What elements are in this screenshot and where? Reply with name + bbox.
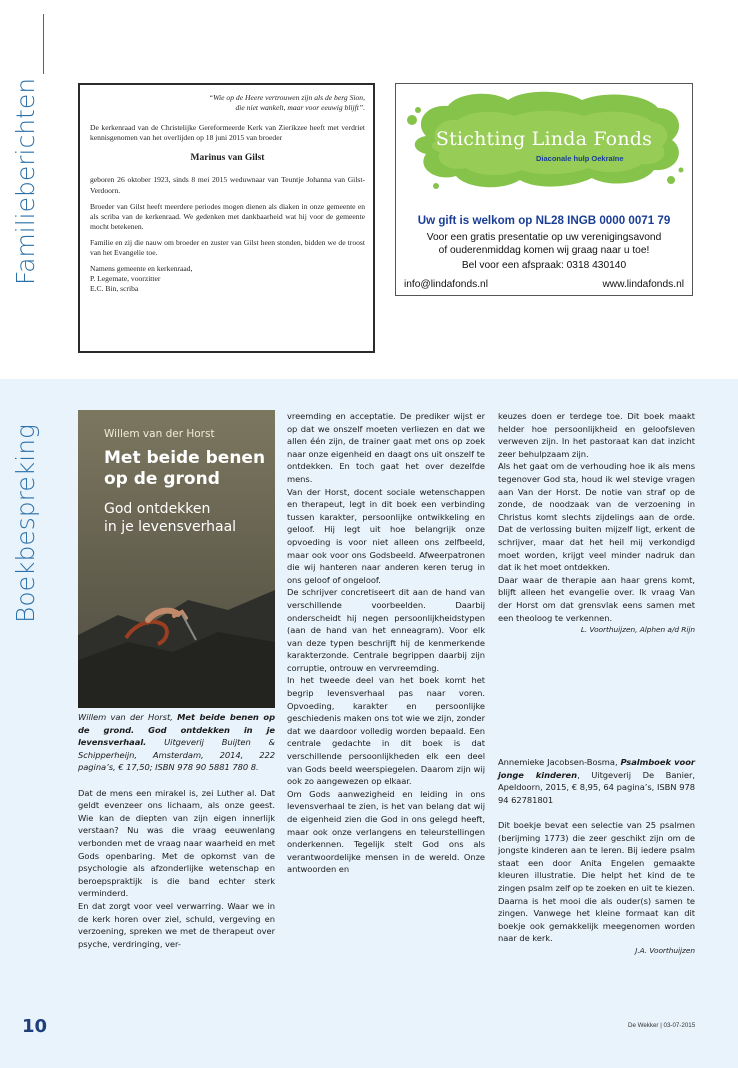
familieberichten-rule [43,14,44,74]
review-paragraph: Dat de mens een mirakel is, zei Luther al. Dat geldt evenzeer ons lichaam, als onze geest. Wie kan de diepten van zijn eigen innerlijk verstaan? Nu was die vraag eeuwenlang verbonden met de vraag naar waarheid en met Gods openbaring. Met de opkomst van de psychologie als afzonderlijke wetenschap en beroepspraktijk is die band echter sterk verminderd. [78,787,275,899]
invite-line: of ouderenmiddag komen wij graag naar u toe! [438,245,650,256]
obituary-intro: De kerkenraad van de Christelijke Gereformeerde Kerk van Zierikzee heeft met verdriet kennisgenomen van het overlijden op 18 juni 2015 van broeder [90,123,365,143]
section-label-boekbespreking: Boekbespreking [11,423,40,623]
obituary-quote [90,93,365,113]
review-paragraph: Daar waar de therapie aan haar grens komt, blijft alleen het evangelie over. Ik vraag Van der Horst om dat grensvlak eens samen met een theoloog te verkennen. [498,574,695,623]
website-link[interactable]: www.lindafonds.nl [602,279,684,290]
review-paragraph: Dit boekje bevat een selectie van 25 psalmen (berijming 1773) die zeer geschikt zijn om de jongste kinderen aan te leren. Bij iedere psalm staat een door Anita Engelen gemaakte kleuren illustratie. Die helpt het kind de te zingen psalm zelf op te zoeken en uit te kiezen. Daarna is het mooi die als ouder(s) samen te zingen. Vanwege het kleine formaat kan dit boekje ook gemakkelijk meegenomen worden naar de kerk. [498,819,695,944]
org-name: Stichting Linda Fonds [435,128,653,150]
obituary-born: geboren 26 oktober 1923, sinds 8 mei 2015 weduwnaar van Teuntje Johanna van Gilst-Verdoorn. [90,175,365,195]
review-signature: J.A. Voorthuijzen [635,945,695,955]
section-label-familieberichten: Familieberichten [11,77,40,285]
book-reference [78,711,275,774]
review-paragraph: En dat zorgt voor veel verwarring. Waar we in de kerk horen over ziel, schuld, vergeving en verzoening, spreken we met de therapeut over psyche, verdringing, ver- [78,900,275,949]
review-paragraph: keuzes doen er terdege toe. Dit boek maakt helder hoe persoonlijkheid en geloofsleven verweven zijn. In het pastoraat kan dat inzicht zeer behulpzaam zijn. [498,411,695,459]
obituary-family: Familie en zij die nauw om broeder en zuster van Gilst heen stonden, bidden we de troost van het Evangelie toe. [90,237,365,258]
ref-author: Willem van der Horst, [78,712,178,722]
review-column-1 [78,711,275,950]
book-cover-image [78,410,275,708]
obituary-service: Broeder van Gilst heeft meerdere periodes mogen dienen als diaken in onze gemeente en als scriba van de kerkenraad. We gedenken met dankbaarheid wat hij voor de gemeente mocht betekenen. [90,201,365,231]
ref-details: , Uitgeverij De Banier, Apeldoorn, 2015, € 8,95, 64 pagina’s, ISBN 978 94 62781801 [498,769,695,805]
org-subtitle: Diaconale hulp Oekraïne [536,154,624,163]
cover-subtitle [104,500,236,536]
signature-line: P. Legemate, voorzitter [90,274,161,284]
presentation-invite [396,231,692,257]
review-paragraph: vreemding en acceptatie. De prediker wijst er op dat we onszelf moeten verliezen en dat we allen één zijn, de trainer gaat met ons op zoek naar onze eigenheid en daagt ons uit onszelf te ontdekken. En toch gaat het over dezelfde mens. [287,411,485,484]
review-signature: L. Voorthuijzen, Alphen a/d Rijn [580,625,695,635]
review-paragraph: Om Gods aanwezigheid en leiding in ons levensverhaal te zien, is het van belang dat wij de eigenheid zien die God in ons gelegd heeft, maar ook onze verlangens en teleurstellingen onderkennen. Tegelijk stelt God ons als verantwoordelijke mensen in de wereld. Onze antwoorden en [287,788,485,875]
quote-line: die niet wankelt, maar voor eeuwig blijft”. [235,103,365,113]
ref-title: Psalmboek voor jonge kinderen [498,757,695,780]
review-paragraph: In het tweede deel van het boek komt het begrip levensverhaal pas naar voren. Opvoeding, karakter en persoonlijke geschiedenis maken ons tot wie we zijn, zonder dat we daardoor volledig worden bepaald. Een centrale gedachte in dit boek is dat verschillende persoonlijkheden elk een deel van Gods beeld weerspiegelen. Daarom zijn wij ook zo aangewezen op elkaar. [287,675,485,787]
ref-author: Annemieke Jacobsen-Bosma, [498,757,621,767]
cover-subtitle-line: God ontdekken [104,501,211,517]
cover-title-line: Met beide benen [104,448,266,468]
cover-subtitle-line: in je levensverhaal [104,519,237,535]
phone-line: Bel voor een afspraak: 0318 430140 [461,260,627,271]
invite-line: Voor een gratis presentatie op uw verenigingsavond [426,232,662,243]
review-paragraph: De schrijver concretiseert dit aan de hand van verschillende voorbeelden. Daarbij onderscheidt hij negen persoonlijkheidstypen (aan de hand van het enneagram). Voor elk van deze typen beschrijft hij de kenmerkende karakterzonde. Centrale begrippen daarbij zijn corruptie, ontrouw en vervreemding. [287,587,485,673]
quote-line: “Wie op de Heere vertrouwen zijn als de berg Sion, [208,93,365,102]
signature-line: E.C. Bin, scriba [90,284,139,294]
signature-line: Namens gemeente en kerkenraad, [90,264,193,274]
cover-title-line: op de grond [104,469,220,489]
review-column-3 [498,410,695,637]
book-reference-2 [498,756,695,806]
review-paragraph: Als het gaat om de verhouding hoe ik als mens tegenover God sta, houd ik wel stevige vragen aan Van der Horst. De notie van straf op de zonde, de noodzaak van de verzoening in Christus komt slechts zijdelings aan de orde. Dat de verlossing buiten mijzelf ligt, erkent de schrijver, maar dat het heil mij verkondigd moet worden, krijgt veel minder nadruk dan dat ik het moet ontdekken. [498,461,695,573]
review-paragraph: Van der Horst, docent sociale wetenschappen en therapeut, legt in dit boek een verbinding tussen karakter, persoonlijke ontwikkeling en geloof. Hij legt uit hoe belangrijk onze opvoeding is voor niet alleen ons zelfbeeld, maar ook voor ons Godsbeeld. Afweerpatronen die wij hanteren naar anderen keren terug in ons geloof of ongeloof. [287,486,485,585]
linda-fonds-ad [395,83,693,296]
cover-author: Willem van der Horst [104,428,215,440]
ref-details: Uitgeverij Buijten & Schipperheijn, Amsterdam, 2014, 222 pagina’s, € 17,50; ISBN 978 90 5881 780 8. [78,737,275,773]
page-number: 10 [22,1016,48,1037]
publication-footer: De Wekker | 03-07-2015 [628,1022,696,1029]
obituary-name: Marinus van Gilst [190,153,265,164]
review-2-column [498,756,695,958]
gift-iban: Uw gift is welkom op NL28 INGB 0000 0071 79 [417,214,671,227]
ref-title: Met beide benen op de grond. God ontdekken in je levensverhaal. [78,712,275,748]
cover-title [104,448,265,490]
email-link[interactable]: info@lindafonds.nl [404,279,488,290]
obituary-signature [90,264,365,294]
obituary-notice [78,83,375,353]
review-column-2 [287,410,485,876]
